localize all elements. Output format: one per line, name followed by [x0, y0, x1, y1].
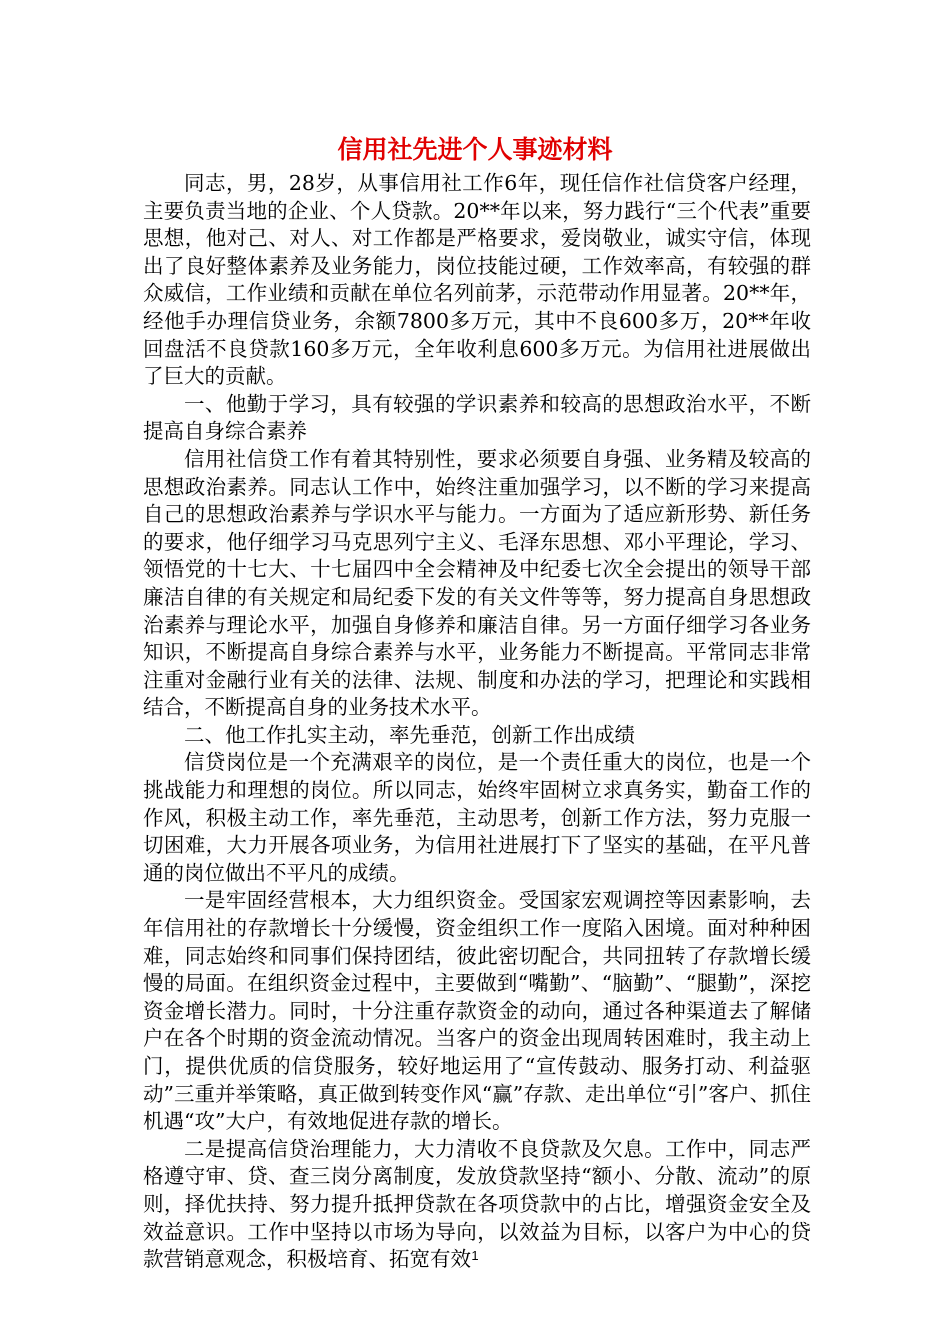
paragraph-funds: 一是牢固经营根本，大力组织资金。受国家宏观调控等因素影响，去年信用社的存款增长十分缓慢，资金组织工作一度陷入困境。面对种种困难，同志始终和同事们保持团结，彼此密切配合，共同扭转了存款增长缓慢的局面。在组织资金过程中，主要做到“嘴勤”、“脑勤”、“腿勤”，深挖资金增长潜力。同时，十分注重存款资金的动向，通过各种渠道去了解储户在各个时期的资金流动情况。当客户的资金出现周转困难时，我主动上门，提供优质的信贷服务，较好地运用了“宣传鼓动、服务打动、利益驱动”三重并举策略，真正做到转变作风“赢”存款、走出单位“引”客户、抓住机遇“攻”大户，有效地促进存款的增长。 [143, 888, 811, 1134]
paragraph-intro: 同志，男，28岁，从事信用社工作6年，现任信作社信贷客户经理，主要负责当地的企业、个人贷款。20**年以来，努力践行“三个代表”重要思想，他对己、对人、对工作都是严格要求，爱岗敬业，诚实守信，体现出了良好整体素养及业务能力，岗位技能过硬，工作效率高，有较强的群众威信，工作业绩和贡献在单位名列前茅，示范带动作用显著。20**年，经他手办理信贷业务，余额7800多万元，其中不良600多万，20**年收回盘活不良贷款160多万元，全年收利息600多万元。为信用社进展做出了巨大的贡献。 [143, 171, 811, 389]
section-heading-1: 一、他勤于学习，具有较强的学识素养和较高的思想政治水平，不断提高自身综合素养 [143, 391, 811, 444]
paragraph-study: 信用社信贷工作有着其特别性，要求必须要自身强、业务精及较高的思想政治素养。同志认工作中，始终注重加强学习，以不断的学习来提高自己的思想政治素养与学识水平与能力。一方面为了适应新形势、新任务的要求，他仔细学习马克思列宁主义、毛泽东思想、邓小平理论，学习、领悟党的十七大、十七届四中全会精神及中纪委七次全会提出的领导干部廉洁自律的有关规定和局纪委下发的有关文件等等，努力提高自身思想政治素养与理论水平，加强自身修养和廉洁自律。另一方面仔细学习各业务知识，不断提高自身综合素养与水平，业务能力不断提高。平常同志非常注重对金融行业有关的法律、法规、制度和办法的学习，把理论和实践相结合，不断提高自身的业务技术水平。 [143, 446, 811, 720]
page-number: 1 [471, 1248, 479, 1263]
section-heading-2: 二、他工作扎实主动，率先垂范，创新工作出成绩 [184, 722, 635, 747]
paragraph-credit: 二是提高信贷治理能力，大力清收不良贷款及欠息。工作中，同志严格遵守审、贷、查三岗分离制度，发放贷款坚持“额小、分散、流动”的原则，择优扶持、努力提升抵押贷款在各项贷款中的占比，增强资金安全及效益意识。工作中坚持以市场为导向，以效益为目标，以客户为中心的贷款营销意观念，积极培育、拓宽有效 [143, 1136, 811, 1272]
document-body [143, 170, 811, 1274]
paragraph-work: 信贷岗位是一个充满艰辛的岗位，是一个责任重大的岗位，也是一个挑战能力和理想的岗位。所以同志，始终牢固树立求真务实，勤奋工作的作风，积极主动工作，率先垂范，主动思考，创新工作方法，努力克服一切困难，大力开展各项业务，为信用社进展打下了坚实的基础，在平凡普通的岗位做出不平凡的成绩。 [143, 750, 811, 885]
document-title: 信用社先进个人事迹材料 [337, 135, 613, 164]
